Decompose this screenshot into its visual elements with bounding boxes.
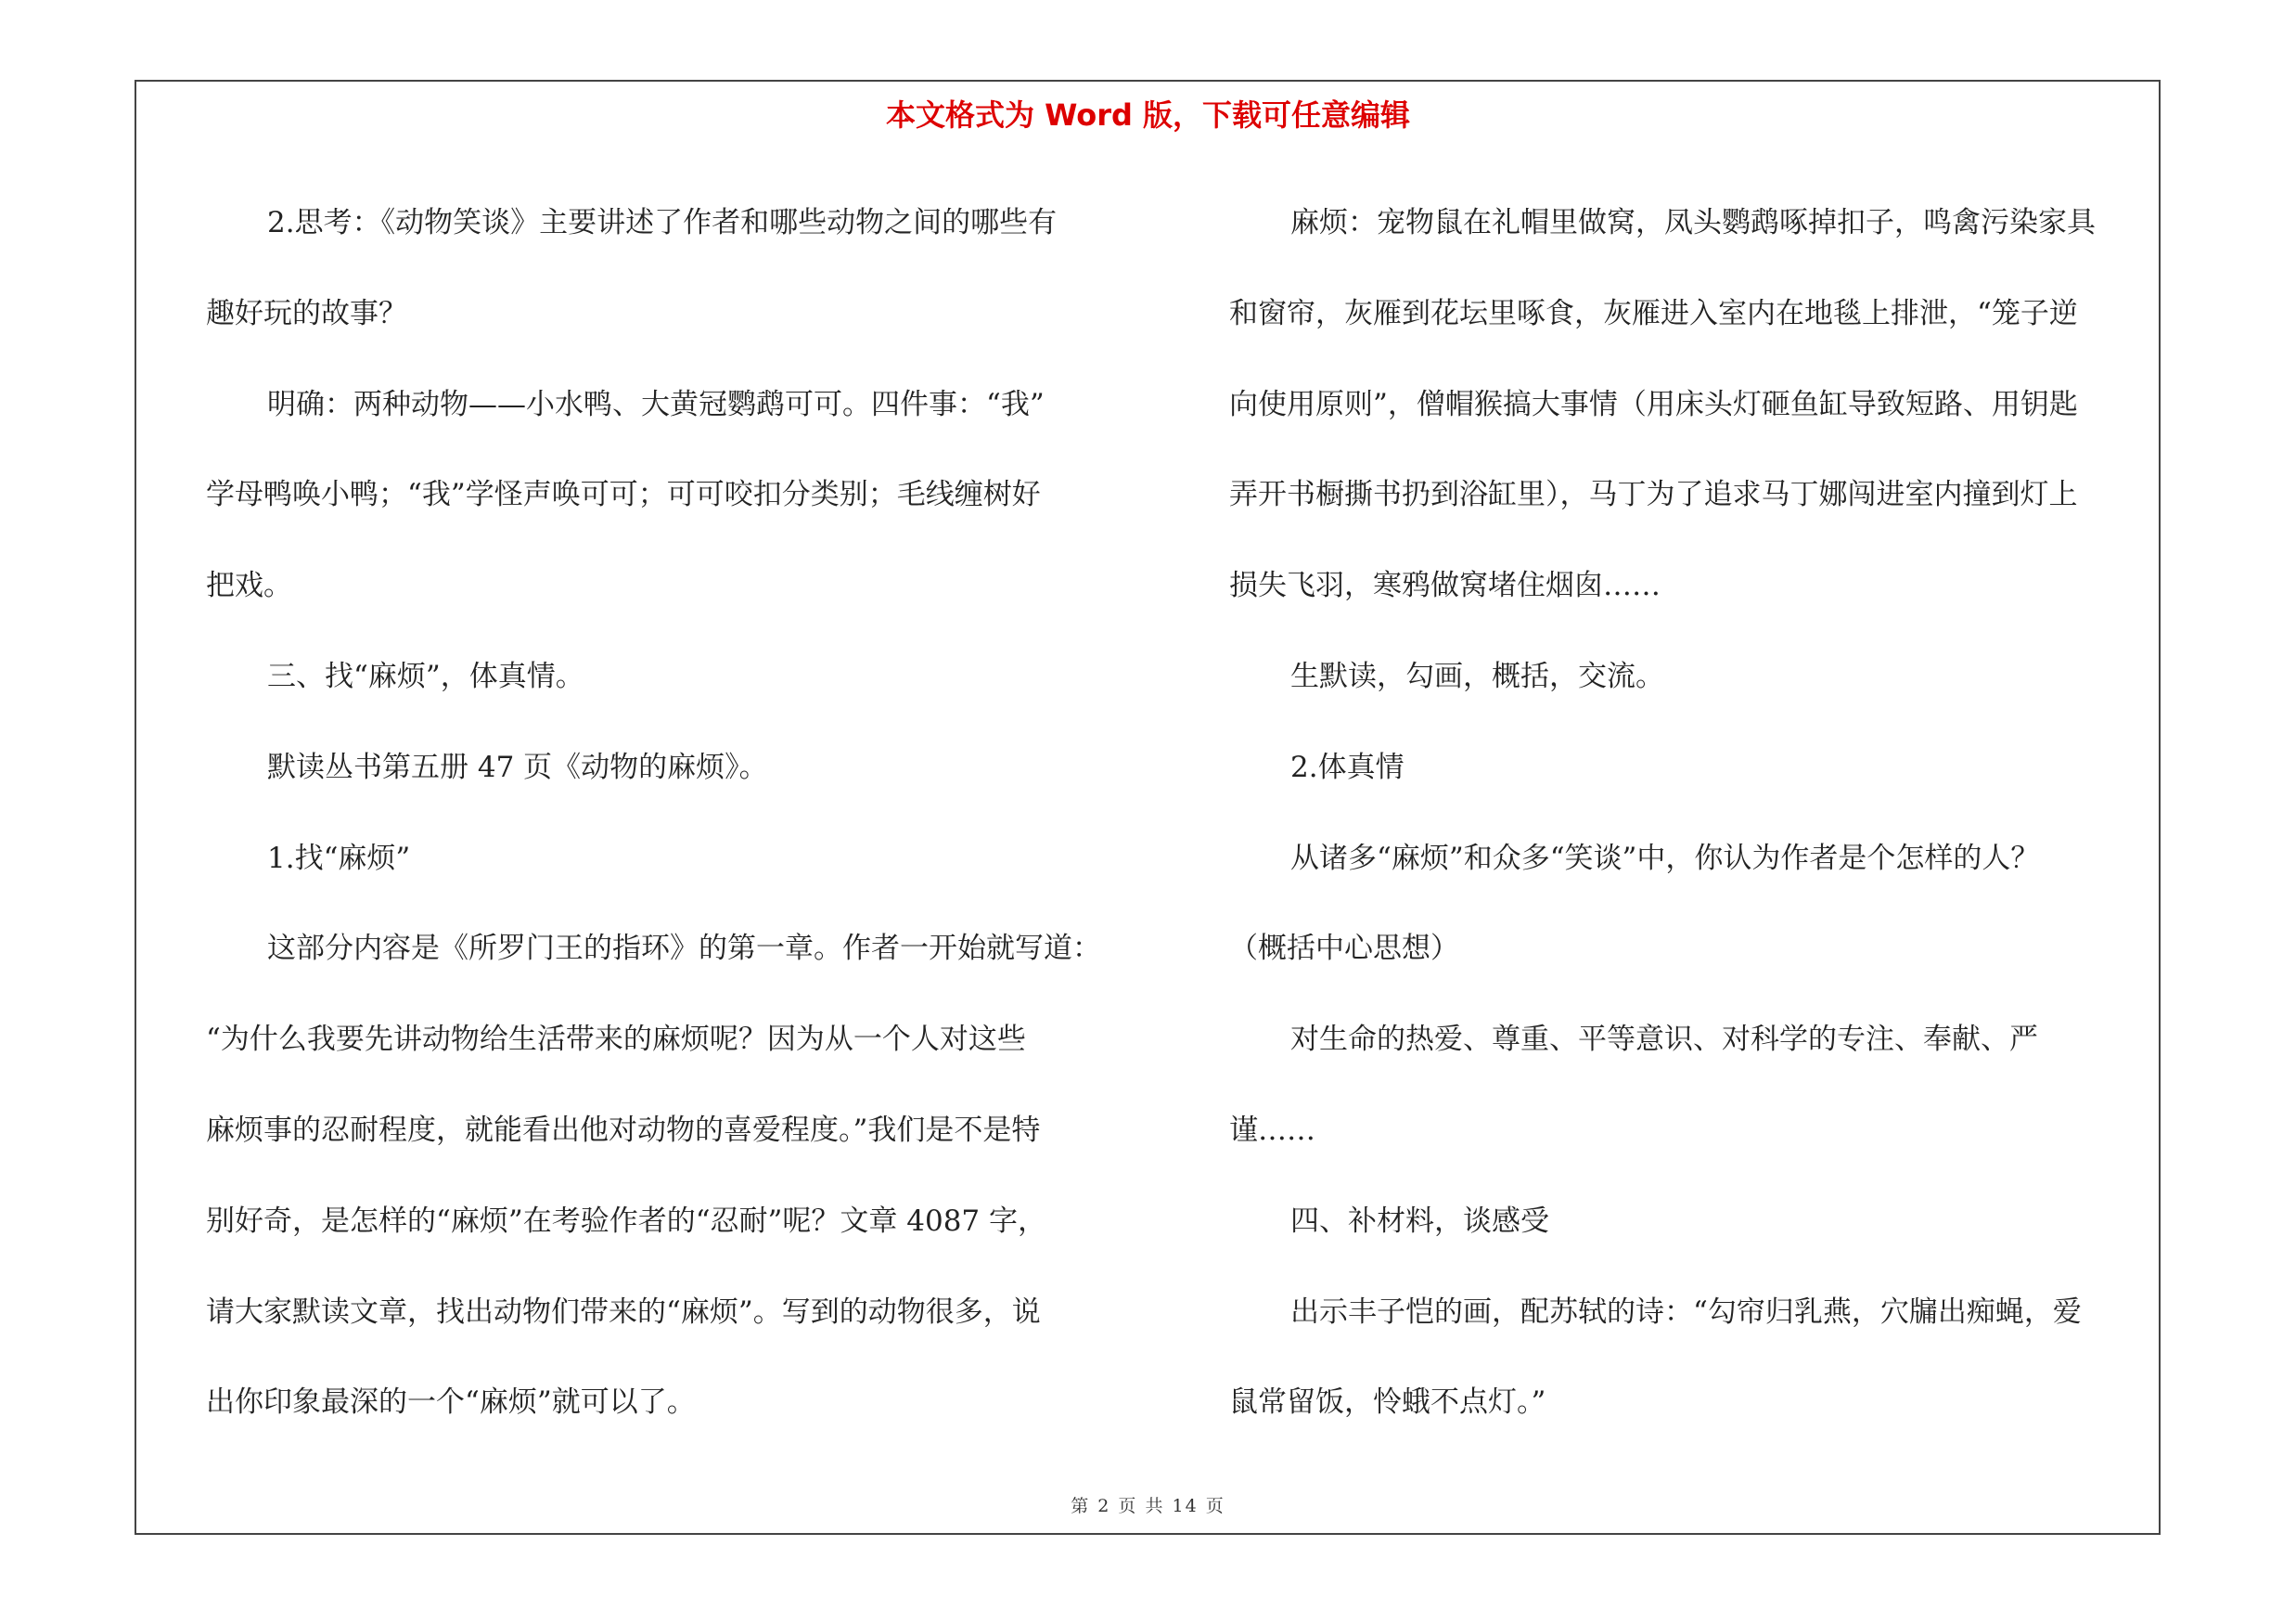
paragraph-line: 损失飞羽，寒鸦做窝堵住烟囱……: [1229, 569, 1661, 603]
paragraph-line: 生默读，勾画，概括，交流。: [1290, 659, 1664, 693]
paragraph-line: 默读丛书第五册 47 页《动物的麻烦》。: [267, 750, 768, 784]
paragraph-line: 2.思考：《动物笑谈》主要讲述了作者和哪些动物之间的哪些有: [267, 206, 1058, 239]
paragraph-line: 麻烦事的忍耐程度，就能看出他对动物的喜爱程度。”我们是不是特: [206, 1113, 1041, 1147]
paragraph-line: 请大家默读文章，找出动物们带来的“麻烦”。写到的动物很多，说: [206, 1295, 1041, 1329]
paragraph-line: 这部分内容是《所罗门王的指环》的第一章。作者一开始就写道：: [267, 932, 1101, 966]
paragraph-line: 麻烦：宠物鼠在礼帽里做窝，凤头鹦鹉啄掉扣子，鸣禽污染家具: [1290, 206, 2096, 239]
paragraph-line: 明确：两种动物——小水鸭、大黄冠鹦鹉可可。四件事：“我”: [267, 387, 1045, 421]
paragraph-line: 学母鸭唤小鸭；“我”学怪声唤可可；可可咬扣分类别；毛线缠树好: [206, 478, 1041, 512]
paragraph-line: 出示丰子恺的画，配苏轼的诗：“勾帘归乳燕，穴牖出痴蝇，爱: [1290, 1295, 2082, 1329]
paragraph-line: （概括中心思想）: [1229, 932, 1459, 966]
paragraph-line: 出你印象最深的一个“麻烦”就可以了。: [206, 1385, 696, 1420]
paragraph-line: 向使用原则”，僧帽猴搞大事情（用床头灯砸鱼缸导致短路、用钥匙: [1229, 387, 2078, 421]
paragraph-line: 弄开书橱撕书扔到浴缸里），马丁为了追求马丁娜闯进室内撞到灯上: [1229, 478, 2078, 512]
paragraph-line: “为什么我要先讲动物给生活带来的麻烦呢？因为从一个人对这些: [206, 1023, 1026, 1057]
page-number-footer: 第 2 页 共 14 页: [1071, 1496, 1225, 1516]
section-heading: 三、找“麻烦”，体真情。: [267, 659, 584, 693]
left-column: [206, 178, 1134, 1449]
paragraph-line: 别好奇，是怎样的“麻烦”在考验作者的“忍耐”呢？文章 4087 字，: [206, 1204, 1046, 1238]
paragraph-line: 对生命的热爱、尊重、平等意识、对科学的专注、奉献、严: [1290, 1023, 2038, 1057]
subsection-heading: 1.找“麻烦”: [267, 841, 411, 875]
section-heading: 四、补材料，谈感受: [1290, 1204, 1549, 1238]
paragraph-line: 和窗帘，灰雁到花坛里啄食，灰雁进入室内在地毯上排泄，“笼子逆: [1229, 296, 2078, 330]
paragraph-line: 从诸多“麻烦”和众多“笑谈”中，你认为作者是个怎样的人？: [1290, 841, 2040, 875]
paragraph-line: 谨……: [1229, 1113, 1315, 1147]
word-format-banner: 本文格式为 Word 版，下载可任意编辑: [885, 97, 1411, 133]
paragraph-line: 把戏。: [206, 569, 292, 603]
paragraph-line: 鼠常留饭，怜蛾不点灯。”: [1229, 1385, 1546, 1420]
subsection-heading: 2.体真情: [1290, 750, 1405, 784]
right-column: [1229, 178, 2157, 1449]
paragraph-line: 趣好玩的故事？: [206, 296, 407, 330]
